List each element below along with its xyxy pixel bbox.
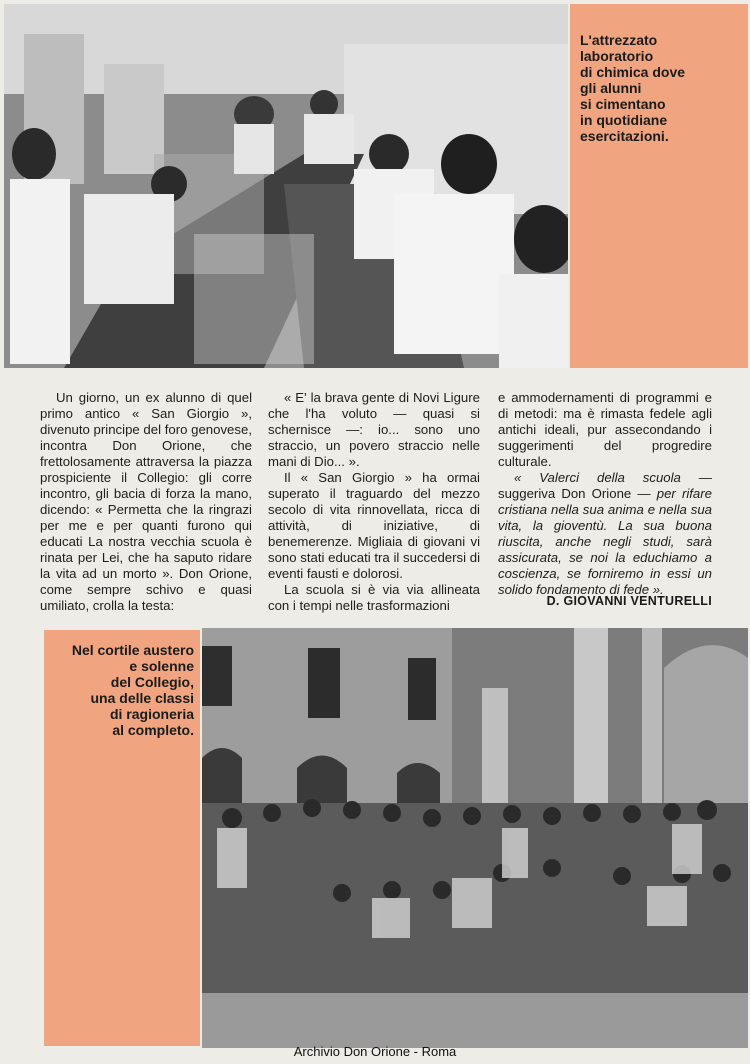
- paragraph: Il « San Giorgio » ha ormai superato il traguardo del mezzo secolo di vita rinnovellata, ricca di attività, di iniziative, di benemerenze. Migliaia di giovani vi sono stati educati tra il succedersi di eventi fausti e dolorosi.: [268, 470, 480, 581]
- article-column-3: [498, 390, 712, 598]
- laboratory-photo: [4, 4, 568, 368]
- archive-footer: Archivio Don Orione - Roma: [293, 1044, 457, 1059]
- quote-open: « Valerci della scuola: [514, 470, 681, 485]
- class-group-photo-drawing: [202, 628, 748, 1048]
- laboratory-photo-drawing: [4, 4, 568, 368]
- top-caption-box: [570, 4, 748, 368]
- paragraph: e ammodernamenti di programmi e di metodi: ma è rimasta fedele agli antichi ideali, pur assecondando i suggerimenti del progredire culturale.: [498, 390, 712, 469]
- paragraph: La scuola si è via via allineata con i tempi nelle trasformazioni: [268, 582, 480, 613]
- author-signature: D. GIOVANNI VENTURELLI: [546, 594, 712, 608]
- paragraph: « E' la brava gente di Novi Ligure che l'ha voluto — quasi si schernisce —: io... sono uno straccio, un povero straccio nelle mani di Dio... ».: [268, 390, 480, 469]
- article-column-1: [40, 390, 252, 614]
- paragraph: Un giorno, un ex alunno di quel primo antico « San Giorgio », divenuto principe del foro genovese, incontra Don Orione, che frettolosamente attraversa la piazza prospiciente il Collegio: gli corre incontro, gli bacia di forza la mano, dicendo: « Permetta che la ringrazi per me e per quanti furono qui educati La nostra vecchia scuola è rinata per Lei, che ha saputo ridare la vita ad un morto ». Don Orione, come sempre schivo e quasi umiliato, crolla la testa:: [40, 390, 252, 613]
- article-body: [0, 376, 750, 620]
- bottom-caption-text: Nel cortile austero e solenne del Collegio, una delle classi di ragioneria al completo.: [71, 642, 194, 738]
- bottom-caption-box: [44, 630, 200, 1046]
- class-group-photo: [202, 628, 748, 1048]
- quote-paragraph: [498, 470, 712, 598]
- top-caption-text: L'attrezzato laboratorio di chimica dove gli alunni si cimentano in quotidiane esercitazioni.: [580, 32, 686, 144]
- article-column-2: [268, 390, 480, 614]
- quote-rest: per rifare cristiana nella sua anima e nella sua vita, la gioventù. La sua buona riuscita, anche negli studi, sarà assicurata, se noi la educhiamo a coscienza, se forniremo in essi un solido fondamento di fede ».: [498, 486, 712, 597]
- quote-attribution: — suggeriva Don Orione —: [498, 470, 712, 501]
